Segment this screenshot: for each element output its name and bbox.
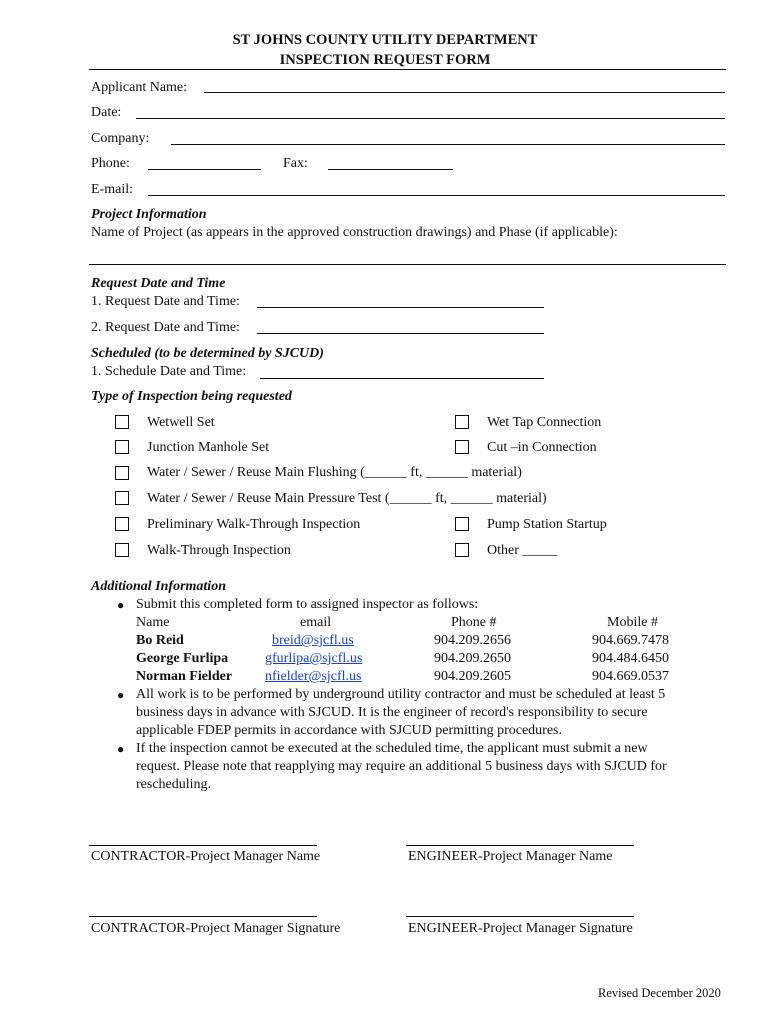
email-field[interactable]	[148, 195, 725, 196]
contact-phone: 904.209.2650	[434, 651, 511, 666]
schedule-date-field[interactable]	[260, 378, 544, 379]
other-checkbox[interactable]	[455, 543, 469, 557]
project-name-label: Name of Project (as appears in the approved construction drawings) and Phase (if applicable):	[91, 225, 618, 240]
contact-name: George Furlipa	[136, 651, 229, 666]
contact-phone: 904.209.2656	[434, 633, 511, 648]
contractor-signature-label: CONTRACTOR-Project Manager Signature	[91, 921, 341, 936]
wet-tap-connection-checkbox[interactable]	[455, 415, 469, 429]
scheduled-heading: Scheduled (to be determined by SJCUD)	[91, 346, 324, 361]
company-field[interactable]	[171, 144, 725, 145]
request-date-1-field[interactable]	[257, 307, 544, 308]
contact-mobile: 904.669.7478	[592, 633, 669, 648]
revision-date: Revised December 2020	[598, 986, 721, 1000]
request-date-2-field[interactable]	[257, 333, 544, 334]
contact-mobile: 904.484.6450	[592, 651, 669, 666]
contact-name: Bo Reid	[136, 633, 184, 648]
scheduling-requirement-line3: applicable FDEP permits in accordance with SJCUD permitting procedures.	[136, 723, 562, 738]
bullet-icon: ●	[117, 742, 125, 756]
main-flushing-checkbox[interactable]	[115, 466, 129, 480]
wet-tap-connection-label: Wet Tap Connection	[487, 415, 602, 430]
phone-label: Phone:	[91, 156, 130, 171]
project-info-heading: Project Information	[91, 207, 207, 222]
cut-in-connection-checkbox[interactable]	[455, 440, 469, 454]
contacts-header-mobile: Mobile #	[607, 615, 658, 630]
fax-field[interactable]	[328, 169, 453, 170]
contractor-name-label: CONTRACTOR-Project Manager Name	[91, 849, 321, 864]
contacts-header-phone: Phone #	[451, 615, 497, 630]
inspection-type-heading: Type of Inspection being requested	[91, 389, 292, 404]
bullet-icon: ●	[117, 598, 125, 612]
contact-email-link[interactable]: gfurlipa@sjcfl.us	[265, 651, 363, 666]
contractor-name-field[interactable]	[89, 845, 317, 846]
junction-manhole-set-label: Junction Manhole Set	[147, 440, 270, 455]
contact-phone: 904.209.2605	[434, 669, 511, 684]
header-rule	[89, 69, 726, 70]
contact-email-link[interactable]: breid@sjcfl.us	[272, 633, 354, 648]
reschedule-note-line3: rescheduling.	[136, 777, 212, 792]
email-label: E-mail:	[91, 182, 133, 197]
wetwell-set-label: Wetwell Set	[147, 415, 215, 430]
walkthrough-label: Walk-Through Inspection	[147, 543, 291, 558]
request-date-2-label: 2. Request Date and Time:	[91, 320, 240, 335]
main-flushing-label: Water / Sewer / Reuse Main Flushing (______ ft, ______ material)	[147, 465, 522, 480]
pump-station-startup-label: Pump Station Startup	[487, 517, 607, 532]
other-label: Other _____	[487, 543, 558, 558]
fax-label: Fax:	[283, 156, 308, 171]
reschedule-note-line1: If the inspection cannot be executed at the scheduled time, the applicant must submit a new	[136, 741, 648, 756]
contractor-signature-field[interactable]	[89, 916, 317, 917]
pump-station-startup-checkbox[interactable]	[455, 517, 469, 531]
additional-info-heading: Additional Information	[91, 579, 226, 594]
contact-name: Norman Fielder	[136, 669, 233, 684]
preliminary-walkthrough-label: Preliminary Walk-Through Inspection	[147, 517, 361, 532]
applicant-name-label: Applicant Name:	[91, 80, 188, 95]
main-pressure-test-label: Water / Sewer / Reuse Main Pressure Test (______ ft, ______ material)	[147, 491, 547, 506]
form-title-form: INSPECTION REQUEST FORM	[279, 52, 491, 68]
preliminary-walkthrough-checkbox[interactable]	[115, 517, 129, 531]
project-name-field[interactable]	[89, 264, 726, 265]
engineer-name-label: ENGINEER-Project Manager Name	[408, 849, 613, 864]
contact-email-link[interactable]: nfielder@sjcfl.us	[265, 669, 362, 684]
company-label: Company:	[91, 131, 150, 146]
request-date-heading: Request Date and Time	[91, 276, 226, 291]
reschedule-note-line2: request. Please note that reapplying may require an additional 5 business days with SJCUD for	[136, 759, 667, 774]
date-field[interactable]	[136, 118, 725, 119]
form-title-department: ST JOHNS COUNTY UTILITY DEPARTMENT	[232, 32, 538, 48]
request-date-1-label: 1. Request Date and Time:	[91, 294, 240, 309]
schedule-date-label: 1. Schedule Date and Time:	[91, 364, 247, 379]
contacts-header-name: Name	[136, 615, 170, 630]
cut-in-connection-label: Cut –in Connection	[487, 440, 597, 455]
contacts-header-email: email	[300, 615, 332, 630]
contact-mobile: 904.669.0537	[592, 669, 669, 684]
scheduling-requirement-line2: business days in advance with SJCUD. It is the engineer of record's responsibility to secure	[136, 705, 648, 720]
scheduling-requirement-line1: All work is to be performed by underground utility contractor and must be scheduled at least 5	[136, 687, 666, 702]
walkthrough-checkbox[interactable]	[115, 543, 129, 557]
date-label: Date:	[91, 105, 122, 120]
junction-manhole-set-checkbox[interactable]	[115, 440, 129, 454]
wetwell-set-checkbox[interactable]	[115, 415, 129, 429]
phone-field[interactable]	[148, 169, 261, 170]
engineer-signature-label: ENGINEER-Project Manager Signature	[408, 921, 633, 936]
applicant-name-field[interactable]	[204, 92, 725, 93]
engineer-name-field[interactable]	[406, 845, 634, 846]
submit-instructions: Submit this completed form to assigned inspector as follows:	[136, 597, 479, 612]
main-pressure-test-checkbox[interactable]	[115, 491, 129, 505]
engineer-signature-field[interactable]	[406, 916, 634, 917]
bullet-icon: ●	[117, 688, 125, 702]
